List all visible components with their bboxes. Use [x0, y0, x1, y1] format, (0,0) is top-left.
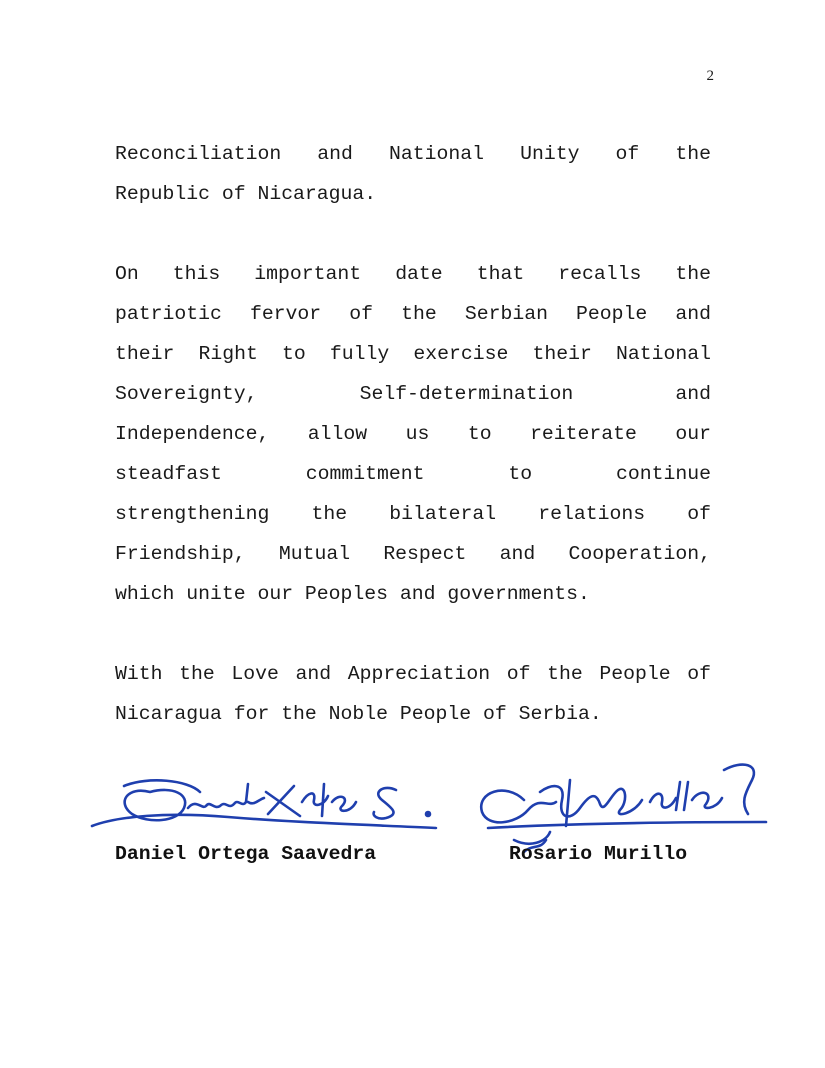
paragraph-2 [115, 254, 711, 614]
signer-name-murillo: Rosario Murillo [509, 843, 688, 865]
paragraph-3 [115, 654, 711, 734]
text-line: Independence, allow us to reiterate our [115, 423, 711, 445]
signer-name-ortega: Daniel Ortega Saavedra [115, 843, 377, 865]
text-line: Sovereignty, Self-determination and [115, 383, 711, 405]
paragraph-1 [115, 134, 711, 214]
text-line: strengthening the bilateral relations of [115, 503, 711, 525]
text-line: Reconciliation and National Unity of the [115, 143, 711, 165]
letter-body [115, 134, 711, 774]
text-line: patriotic fervor of the Serbian People and [115, 303, 711, 325]
text-line: their Right to fully exercise their National [115, 343, 711, 365]
text-line: Nicaragua for the Noble People of Serbia. [115, 703, 602, 725]
text-line: On this important date that recalls the [115, 263, 711, 285]
text-line: Friendship, Mutual Respect and Cooperation, [115, 543, 711, 565]
text-line: which unite our Peoples and governments. [115, 583, 590, 605]
page-number: 2 [706, 68, 714, 84]
ortega-signature [88, 762, 448, 852]
text-line: With the Love and Appreciation of the People of [115, 663, 711, 685]
text-line: steadfast commitment to continue [115, 463, 711, 485]
text-line: Republic of Nicaragua. [115, 183, 377, 205]
